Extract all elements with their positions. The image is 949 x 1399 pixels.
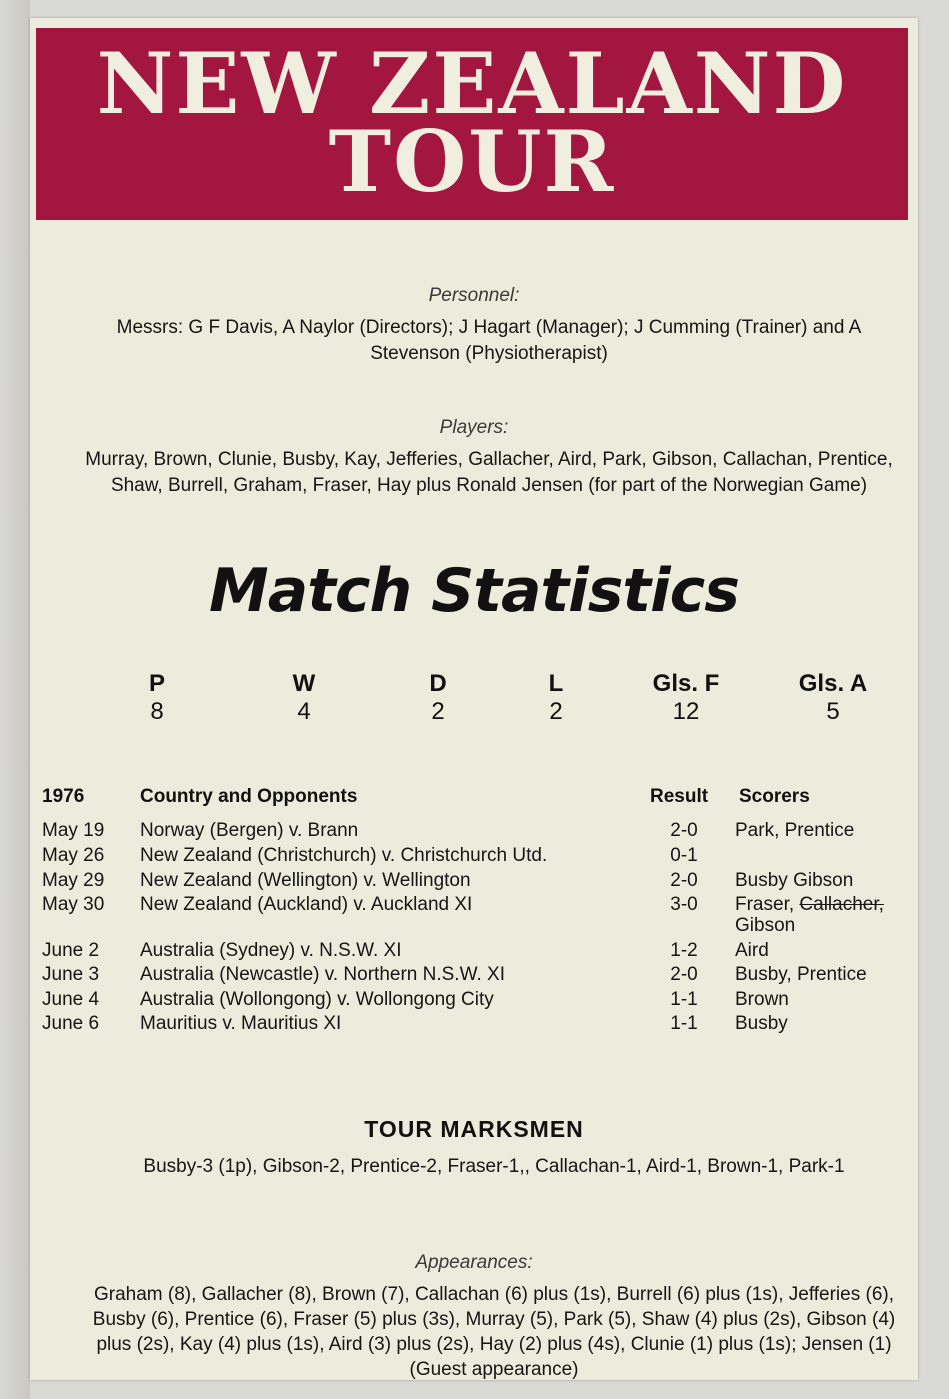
stat-label: Gls. A xyxy=(798,670,868,697)
banner-title-line1: NEW ZEALAND xyxy=(96,34,848,133)
title-banner xyxy=(36,28,908,220)
table-row xyxy=(30,1013,918,1037)
match-date: May 19 xyxy=(42,820,105,841)
match-date: May 30 xyxy=(42,894,105,915)
stat-label: L xyxy=(548,670,564,697)
match-statistics-title: Match Statistics xyxy=(209,556,739,626)
stat-label: P xyxy=(148,670,165,697)
match-result: 1-2 xyxy=(670,940,698,961)
players-text: Murray, Brown, Clunie, Busby, Kay, Jefferies, Gallacher, Aird, Park, Gibson, Callachan, Prentice, Shaw, Burrell, Graham, Fraser, Hay plus Ronald Jensen (for part of the Norwegian Game) xyxy=(85,449,893,496)
match-result: 0-1 xyxy=(670,845,698,866)
personnel-text: Messrs: G F Davis, A Naylor (Directors); J Hagart (Manager); J Cumming (Trainer) and A Stevenson (Physiotherapist) xyxy=(116,317,862,364)
match-scorers: Park, Prentice xyxy=(735,820,855,841)
stat-label: W xyxy=(292,670,316,697)
header-scorers: Scorers xyxy=(739,786,810,807)
header-result: Result xyxy=(650,786,709,807)
stat-label: Gls. F xyxy=(652,670,720,697)
appearances-label: Appearances: xyxy=(415,1252,533,1273)
table-row xyxy=(30,820,918,844)
match-opponents: Australia (Newcastle) v. Northern N.S.W. XI xyxy=(140,964,505,985)
table-row xyxy=(30,964,918,988)
stat-lost xyxy=(486,670,626,726)
stat-value: 12 xyxy=(672,698,700,725)
scan-edge xyxy=(0,0,30,1399)
stat-goals-for xyxy=(616,670,756,726)
match-result: 2-0 xyxy=(670,870,698,891)
match-scorers: Busby xyxy=(735,1013,788,1034)
stat-played xyxy=(87,670,227,726)
match-opponents: New Zealand (Wellington) v. Wellington xyxy=(140,870,471,891)
match-opponents: Australia (Wollongong) v. Wollongong City xyxy=(140,989,494,1010)
tour-marksmen-title: TOUR MARKSMEN xyxy=(364,1116,584,1142)
stat-value: 2 xyxy=(431,698,445,725)
match-scorers: Brown xyxy=(735,989,789,1010)
header-year: 1976 xyxy=(42,786,85,807)
banner-title-line2: TOUR xyxy=(328,112,616,211)
match-result: 2-0 xyxy=(670,964,698,985)
stat-goals-against xyxy=(763,670,903,726)
match-date: June 3 xyxy=(42,964,100,985)
match-date: June 2 xyxy=(42,940,100,961)
table-row xyxy=(30,940,918,964)
match-scorers: Busby, Prentice xyxy=(735,964,867,985)
match-date: June 4 xyxy=(42,989,100,1010)
match-date: June 6 xyxy=(42,1013,100,1034)
match-opponents: Norway (Bergen) v. Brann xyxy=(140,820,359,841)
match-result: 3-0 xyxy=(670,894,698,915)
stat-value: 5 xyxy=(826,698,840,725)
header-opponents: Country and Opponents xyxy=(140,786,358,807)
match-date: May 29 xyxy=(42,870,105,891)
match-scorers xyxy=(735,894,884,916)
personnel-label: Personnel: xyxy=(428,285,520,306)
table-row xyxy=(30,845,918,869)
stat-label: D xyxy=(429,670,447,697)
tour-marksmen-text: Busby-3 (1p), Gibson-2, Prentice-2, Fraser-1,, Callachan-1, Aird-1, Brown-1, Park-1 xyxy=(143,1156,845,1177)
match-opponents: New Zealand (Auckland) v. Auckland XI xyxy=(140,894,473,915)
match-result: 2-0 xyxy=(670,820,698,841)
match-opponents: Mauritius v. Mauritius XI xyxy=(140,1013,342,1034)
match-date: May 26 xyxy=(42,845,105,866)
struck-scorer: Callacher, xyxy=(799,894,884,915)
programme-page xyxy=(30,18,918,1380)
match-result: 1-1 xyxy=(670,1013,698,1034)
match-opponents: New Zealand (Christchurch) v. Christchurch Utd. xyxy=(140,845,548,866)
table-row xyxy=(30,870,918,894)
match-scorers: Busby Gibson xyxy=(735,870,854,891)
players-label: Players: xyxy=(439,417,509,438)
stat-value: 2 xyxy=(549,698,563,725)
table-row-continuation xyxy=(30,915,918,939)
stat-value: 4 xyxy=(297,698,311,725)
table-row xyxy=(30,989,918,1013)
stat-won xyxy=(234,670,374,726)
stat-value: 8 xyxy=(150,698,164,725)
match-scorers: Aird xyxy=(735,940,769,961)
match-opponents: Australia (Sydney) v. N.S.W. XI xyxy=(140,940,402,961)
match-result: 1-1 xyxy=(670,989,698,1010)
appearances-text: Graham (8), Gallacher (8), Brown (7), Callachan (6) plus (1s), Burrell (6) plus (1s), Jefferies (6), Busby (6), Prentice (6), Fraser (5) plus (3s), Murray (5), Park (5), Shaw (4) plus (2s), Gibson (4) plus (2s), Kay (4) plus (1s), Aird (3) plus (2s), Hay (2) plus (4s), Clunie (1) plus (1s); Jensen (1) (Guest appearance) xyxy=(92,1284,896,1380)
scorer-text: Fraser, xyxy=(735,894,795,915)
match-scorers-line2: Gibson xyxy=(735,915,796,936)
